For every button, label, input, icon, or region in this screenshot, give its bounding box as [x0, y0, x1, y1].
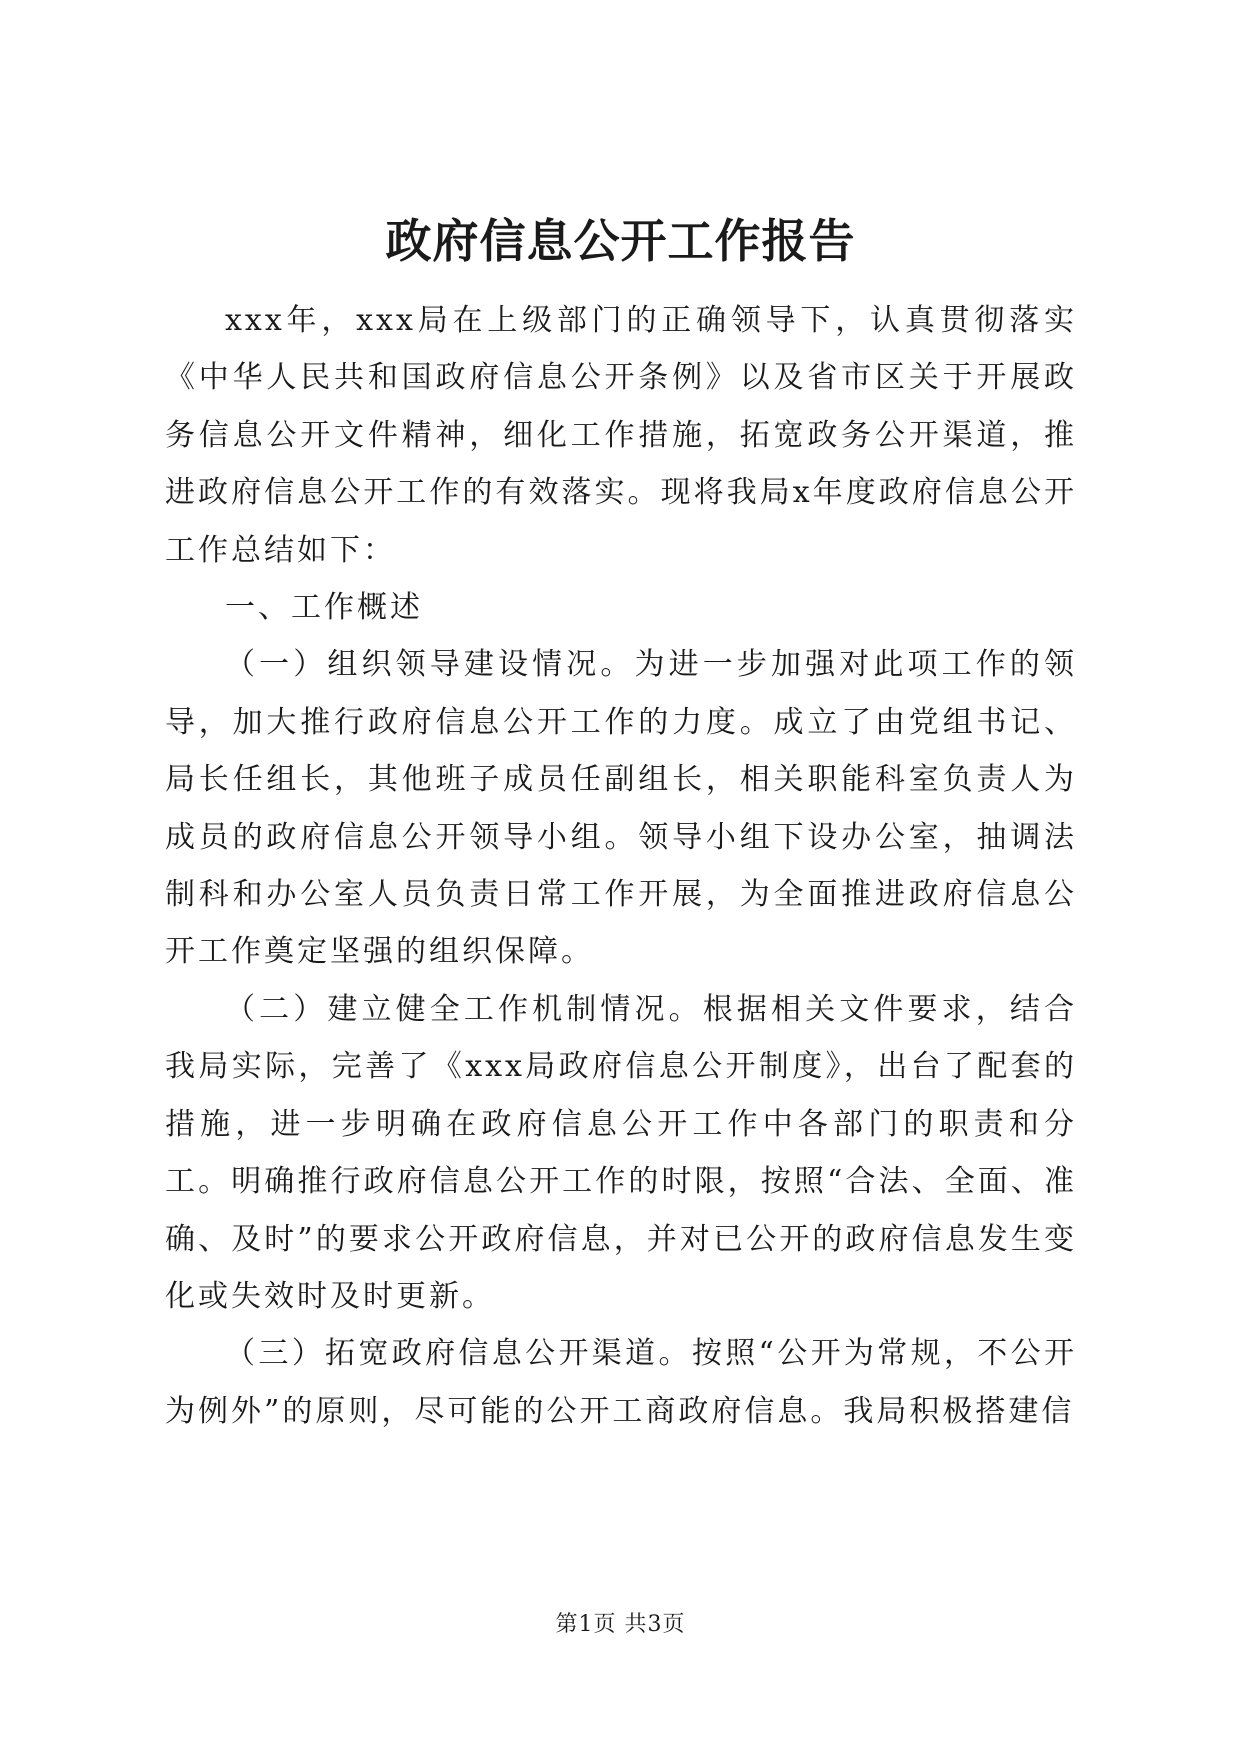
paragraph-organization: （一）组织领导建设情况。为进一步加强对此项工作的领导，加大推行政府信息公开工作的力度。成立了由党组书记、局长任组长，其他班子成员任副组长，相关职能科室负责人为成员的政府信息公开领导小组。领导小组下设办公室，抽调法制科和办公室人员负责日常工作开展，为全面推进政府信息公开工作奠定坚强的组织保障。	[165, 647, 1077, 970]
paragraph-intro: xxx年，xxx局在上级部门的正确领导下，认真贯彻落实《中华人民共和国政府信息公开条例》以及省市区关于开展政务信息公开文件精神，细化工作措施，拓宽政务公开渠道，推进政府信息公开工作的有效落实。现将我局x年度政府信息公开工作总结如下：	[165, 303, 1077, 568]
document-title: 政府信息公开工作报告	[385, 214, 856, 268]
paragraph-mechanism: （二）建立健全工作机制情况。根据相关文件要求，结合我局实际，完善了《xxx局政府信息公开制度》，出台了配套的措施，进一步明确在政府信息公开工作中各部门的职责和分工。明确推行政府信息公开工作的时限，按照“合法、全面、准确、及时”的要求公开政府信息，并对已公开的政府信息发生变化或失效时及时更新。	[165, 991, 1077, 1314]
paragraph-channels: （三）拓宽政府信息公开渠道。按照“公开为常规，不公开为例外”的原则，尽可能的公开工商政府信息。我局积极搭建信	[165, 1336, 1077, 1429]
section-heading-overview: 一、工作概述	[225, 590, 423, 626]
document-body	[165, 292, 1077, 1440]
page-number-footer: 第1页 共3页	[555, 1612, 686, 1637]
